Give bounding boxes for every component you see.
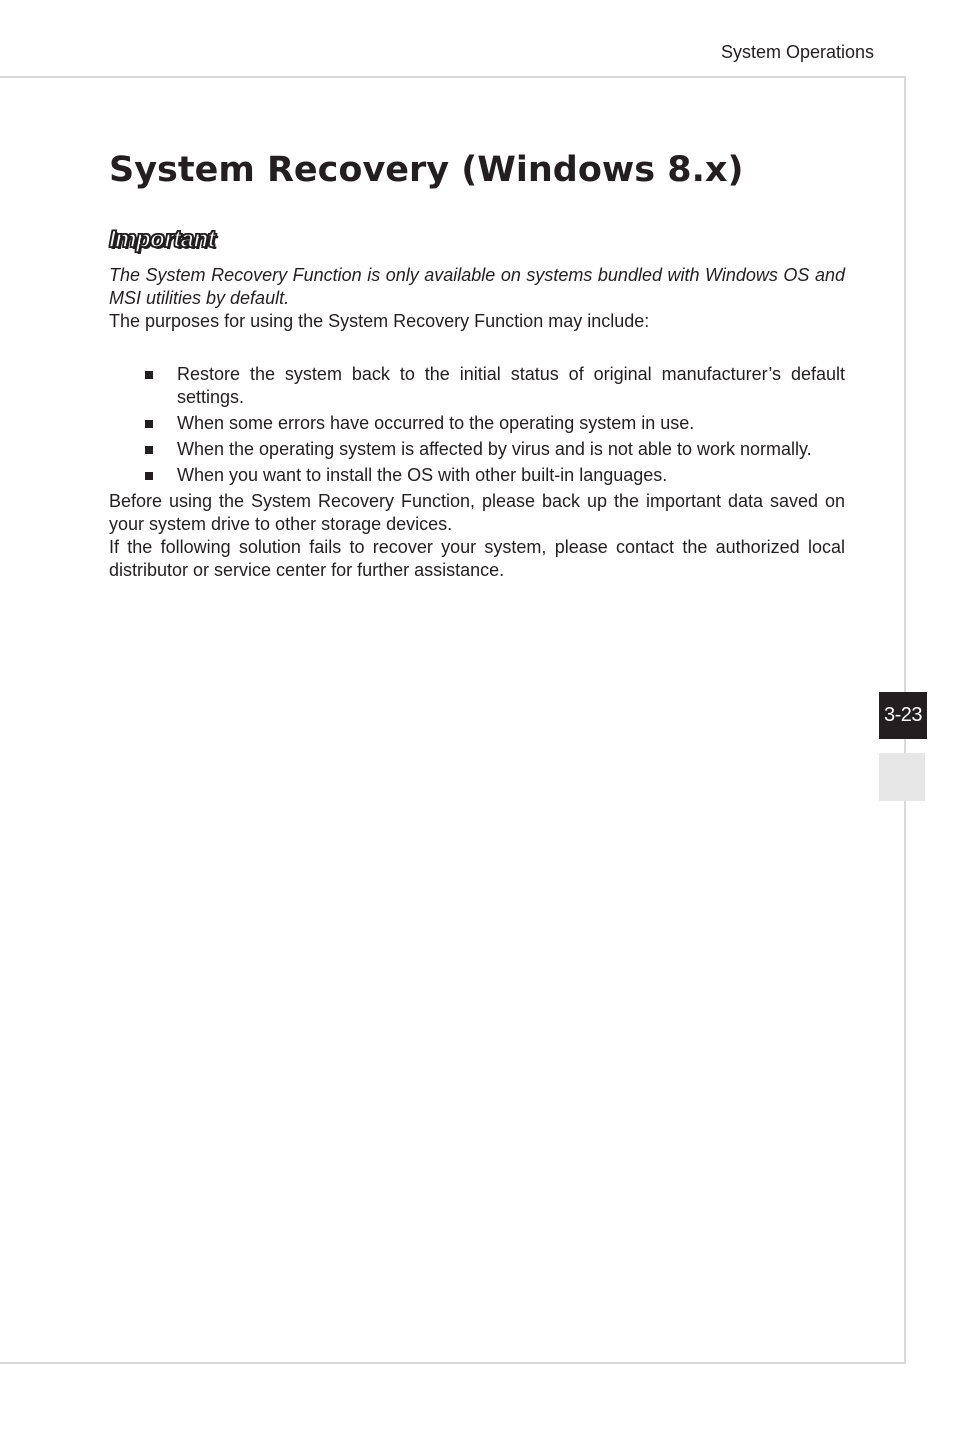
side-tab-decoration: [879, 753, 925, 801]
list-item-text: When the operating system is affected by virus and is not able to work normally.: [177, 439, 812, 459]
square-bullet-icon: [145, 420, 153, 428]
page-frame-top-border: [0, 76, 906, 78]
list-item: [109, 464, 845, 487]
purpose-list: [109, 363, 845, 487]
square-bullet-icon: [145, 472, 153, 480]
square-bullet-icon: [145, 446, 153, 454]
section-header: System Operations: [720, 42, 874, 62]
square-bullet-icon: [145, 371, 153, 379]
page-frame-bottom-border: [0, 1362, 906, 1364]
support-paragraph: If the following solution fails to recover your system, please contact the authorized local distributor or service center for further assistance.: [109, 537, 845, 580]
page-content: [109, 148, 845, 582]
list-item-text: When some errors have occurred to the operating system in use.: [177, 413, 695, 433]
intro-paragraph: The purposes for using the System Recovery Function may include:: [109, 311, 650, 331]
page-number-tab: 3-23: [879, 692, 927, 739]
list-item: [109, 412, 845, 435]
list-item: [109, 438, 845, 461]
list-item-text: Restore the system back to the initial status of original manufacturer’s default settings.: [177, 364, 845, 407]
important-note: The System Recovery Function is only available on systems bundled with Windows OS and MSI utilities by default.: [109, 265, 845, 308]
list-item-text: When you want to install the OS with other built-in languages.: [177, 465, 668, 485]
backup-paragraph: Before using the System Recovery Function, please back up the important data saved on your system drive to other storage devices.: [109, 491, 845, 534]
important-label: Important: [109, 226, 216, 253]
page-title: System Recovery (Windows 8.x): [109, 150, 744, 190]
list-item: [109, 363, 845, 409]
